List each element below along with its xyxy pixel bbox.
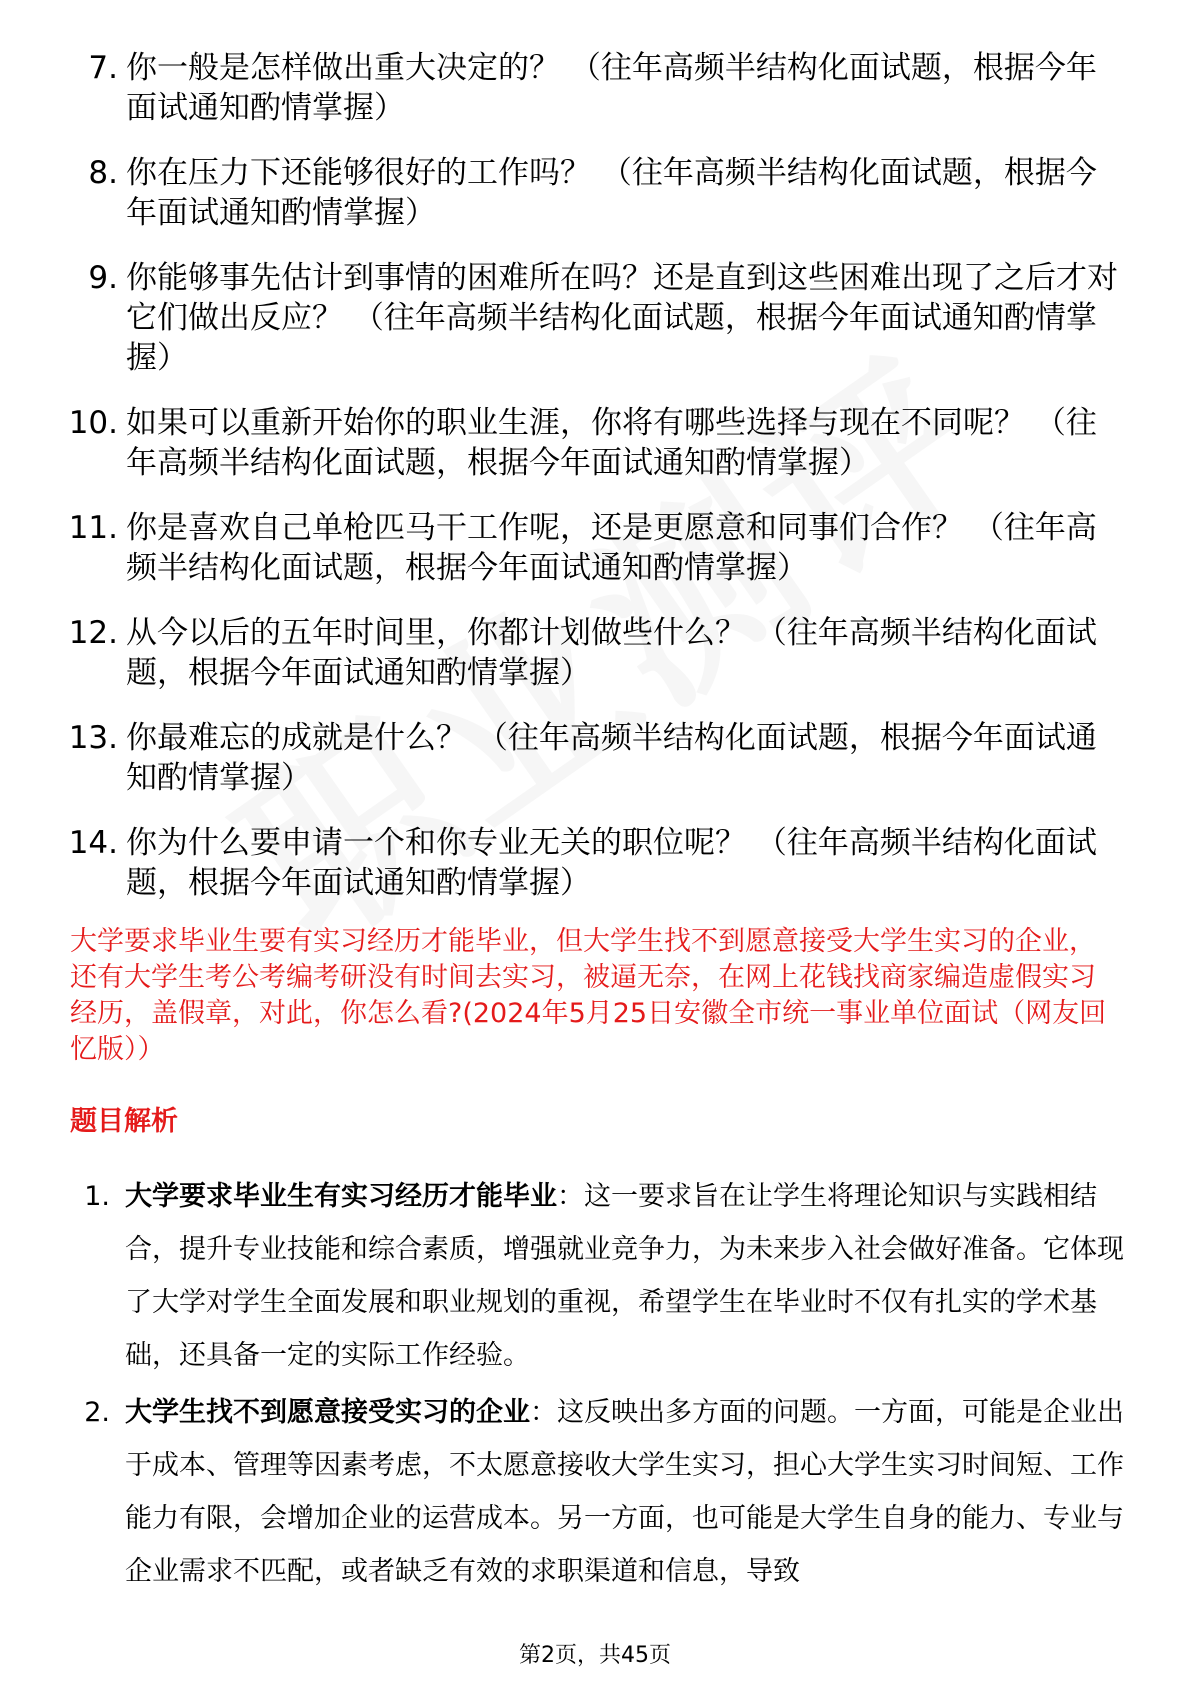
list-item [60,508,1120,588]
question-text: 你最难忘的成就是什么？ （往年高频半结构化面试题，根据今年面试通知酌情掌握） [126,720,1097,796]
question-text: 你在压力下还能够很好的工作吗？ （往年高频半结构化面试题，根据今年面试通知酌情掌握） [126,155,1097,231]
question-number: 13. [68,720,118,756]
list-item [78,1170,1128,1382]
question-number: 11. [68,510,118,546]
question-number: 10. [68,405,118,441]
list-item [78,1386,1128,1598]
highlight-question: 大学要求毕业生要有实习经历才能毕业，但大学生找不到愿意接受大学生实习的企业，还有大学生考公考编考研没有时间去实习，被逼无奈，在网上花钱找商家编造虚假实习经历，盖假章，对此，你怎么看?(2024年5月25日安徽全市统一事业单位面试（网友回忆版）） [70,926,1107,1065]
analysis-lead: 大学生找不到愿意接受实习的企业 [125,1397,530,1428]
list-item [60,718,1120,798]
question-text: 你是喜欢自己单枪匹马干工作呢，还是更愿意和同事们合作？ （往年高频半结构化面试题，根据今年面试通知酌情掌握） [126,510,1097,586]
analysis-text: ：这一要求旨在让学生将理论知识与实践相结合，提升专业技能和综合素质，增强就业竞争力，为未来步入社会做好准备。它体现了大学对学生全面发展和职业规划的重视，希望学生在毕业时不仅有扎实的学术基础，还具备一定的实际工作经验。 [125,1181,1124,1371]
list-item [60,153,1120,233]
question-number: 8. [88,155,118,191]
list-item [60,823,1120,903]
analysis-lead: 大学要求毕业生有实习经历才能毕业 [125,1181,557,1212]
question-text: 如果可以重新开始你的职业生涯，你将有哪些选择与现在不同呢？ （往年高频半结构化面试题，根据今年面试通知酌情掌握） [126,405,1097,481]
question-text: 你为什么要申请一个和你专业无关的职位呢？ （往年高频半结构化面试题，根据今年面试通知酌情掌握） [126,825,1097,901]
question-number: 9. [88,260,118,296]
question-list [60,48,1120,928]
list-item [60,48,1120,128]
analysis-number: 2. [84,1397,110,1428]
question-text: 你一般是怎样做出重大决定的？ （往年高频半结构化面试题，根据今年面试通知酌情掌握） [126,50,1097,126]
question-text: 从今以后的五年时间里，你都计划做些什么？ （往年高频半结构化面试题，根据今年面试通知酌情掌握） [126,615,1097,691]
list-item [60,258,1120,378]
list-item [60,403,1120,483]
question-text: 你能够事先估计到事情的困难所在吗？还是直到这些困难出现了之后才对它们做出反应？ （往年高频半结构化面试题，根据今年面试通知酌情掌握） [126,260,1118,376]
list-item [60,613,1120,693]
section-title: 题目解析 [70,1106,178,1137]
question-number: 7. [88,50,118,86]
analysis-text: ：这反映出多方面的问题。一方面，可能是企业出于成本、管理等因素考虑，不太愿意接收大学生实习，担心大学生实习时间短、工作能力有限，会增加企业的运营成本。另一方面，也可能是大学生自身的能力、专业与企业需求不匹配，或者缺乏有效的求职渠道和信息，导致 [125,1397,1124,1587]
question-number: 14. [68,825,118,861]
analysis-list [78,1170,1128,1602]
question-number: 12. [68,615,118,651]
page-footer: 第2页，共45页 [519,1643,671,1668]
analysis-number: 1. [84,1181,110,1212]
